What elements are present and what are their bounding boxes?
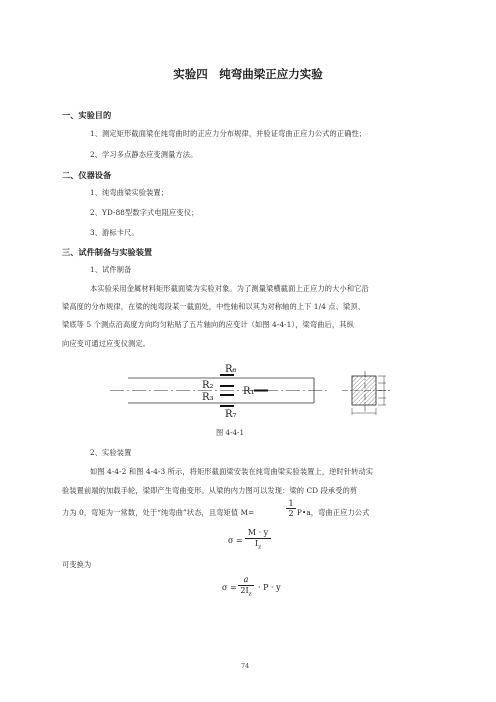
formula-1-numerator: M · y <box>247 528 269 537</box>
formula-2-denominator: 2I <box>240 586 249 595</box>
beam-elevation <box>110 378 330 403</box>
gauge-label-r6: R₆ <box>225 364 237 375</box>
formula-1-fraction <box>245 528 271 553</box>
figure-caption: 图 4-4-1 <box>216 428 245 437</box>
equipment-item-3: 3、游标卡尺。 <box>90 228 139 237</box>
paragraph2-line-1: 如图 4-4-2 和图 4-4-3 所示，将矩形截面梁安装在纯弯曲梁实验装置上，逆时针转动实 <box>90 467 374 476</box>
convert-text: 可变换为 <box>62 560 92 569</box>
section-heading-specimen: 三、试件制备与实验装置 <box>62 247 153 257</box>
equipment-item-1: 1、纯弯曲梁实验装置； <box>90 188 169 197</box>
paragraph1-line-1: 本实验采用金属材料矩形截面梁为实验对象。为了测量梁横截面上正应力的大小和它沿 <box>90 284 369 293</box>
specimen-subheading: 1、试件制备 <box>90 265 132 274</box>
formula-1-denominator-wrap <box>245 538 271 553</box>
paragraph2-line-3a: 力为 0，弯矩为一常数，处于“纯弯曲”状态，且弯矩值 M= <box>62 508 255 517</box>
purpose-item-2: 2、学习多点静态应变测量方法。 <box>90 150 198 159</box>
formula-1-denominator-sub: z <box>258 544 262 551</box>
gauge-label-r1: R₁ <box>243 386 255 397</box>
paragraph2-line-3b: P•a，弯曲正应力公式 <box>297 508 370 517</box>
paragraph1-line-4: 向应变可通过应变仪测定。 <box>62 339 151 348</box>
paragraph1-line-2: 梁高度的分布规律，在梁的纯弯段某一截面处，中性轴和以其为对称轴的上下 1/4 点、梁顶、 <box>62 302 366 311</box>
inline-fraction <box>286 499 296 518</box>
formula-2-denominator-sub: z <box>248 591 252 598</box>
formula-2-lhs: σ = <box>222 583 237 592</box>
inline-fraction-denominator: 2 <box>286 508 296 518</box>
formula-1-lhs: σ = <box>228 536 243 545</box>
inline-fraction-numerator: 1 <box>288 499 294 508</box>
formula-2-numerator: a <box>243 575 249 584</box>
section-heading-equipment: 二、仪器设备 <box>62 170 112 180</box>
gauge-label-r3: R₃ <box>202 392 214 403</box>
formula-1-denominator: I <box>254 539 259 548</box>
apparatus-subheading: 2、实验装置 <box>90 448 132 457</box>
page-title: 实验四 纯弯曲梁正应力实验 <box>173 67 323 81</box>
beam-cross-section <box>342 371 390 415</box>
gauge-label-r7: R₇ <box>225 409 237 420</box>
section-heading-purpose: 一、实验目的 <box>62 110 112 120</box>
formula-2-rest: · P · y <box>258 583 281 592</box>
formula-2-denominator-wrap <box>238 585 254 600</box>
equipment-item-2: 2、YD-88型数字式电阻应变仪； <box>90 208 199 217</box>
gauge-label-r2: R₂ <box>202 380 214 391</box>
beam-strain-gauge-figure <box>108 363 408 421</box>
paragraph2-line-2: 验装置前端的加载手轮，梁即产生弯曲变形。从梁的内力图可以发现：梁的 CD 段承受的剪 <box>62 486 358 495</box>
page-number: 74 <box>241 662 250 670</box>
purpose-item-1: 1、测定矩形截面梁在纯弯曲时的正应力分布规律，并验证弯曲正应力公式的正确性； <box>90 129 367 138</box>
paragraph1-line-3: 梁底等 5 个测点沿高度方向均匀粘贴了五片轴向的应变计（如图 4-4-1），梁弯曲后，其纵 <box>62 320 354 329</box>
formula-2-fraction <box>238 575 254 600</box>
